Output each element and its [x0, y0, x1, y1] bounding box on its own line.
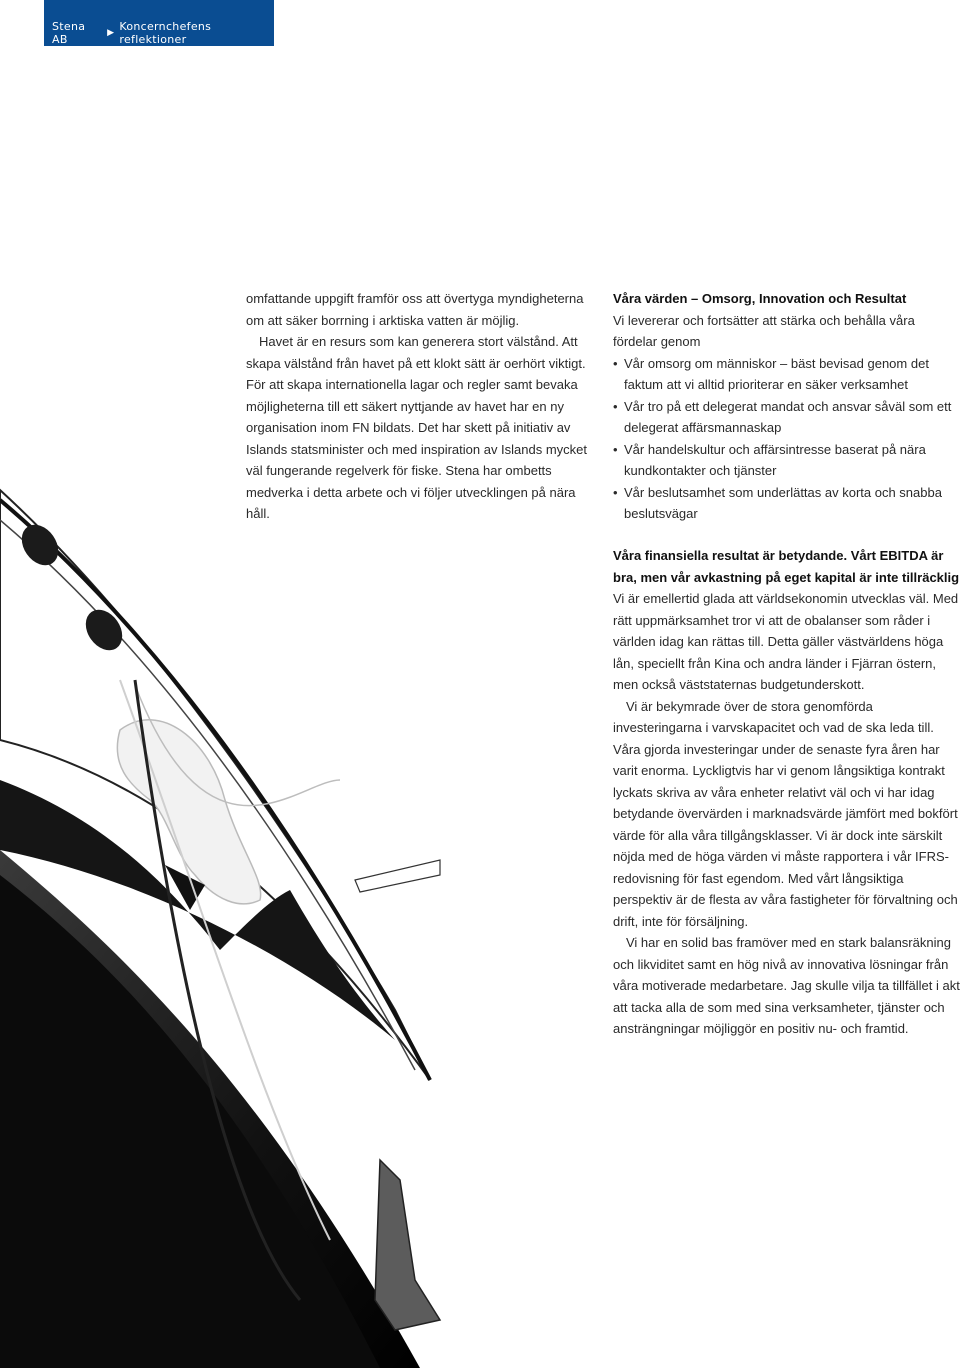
financial-section: [613, 545, 960, 1040]
paragraph: Havet är en resurs som kan generera stort välstånd. Att skapa välstånd från havet på ett klokt sätt är oerhört viktigt. För att skapa internationella lagar och regler samt bevaka möjligheterna till ett säkert nyttjande av havet har en ny organisation inom FN bildats. Det har skett på initiativ av Islands statsminister och med inspiration av Islands mycket väl fungerande regelverk för fiske. Stena har ombetts medverka i detta arbete och vi följer utvecklingen på nära håll.: [246, 334, 588, 521]
values-list: [613, 353, 958, 525]
paragraph: Vi har en solid bas framöver med en stark balansräkning och likviditet samt en hög nivå av innovativa lösningar från våra motiverade medarbetare. Jag skulle vilja ta tillfället i akt att tacka alla de som med sina verksamheter, tjänster och ansträngningar möjliggör en positiv nu- och framtid.: [613, 935, 960, 1036]
breadcrumb-section: Koncernchefens reflektioner: [119, 20, 212, 46]
values-section: [613, 288, 958, 525]
section-intro: Vi levererar och fortsätter att stärka och behålla våra fördelar genom: [613, 312, 915, 349]
section-heading: Våra värden – Omsorg, Innovation och Resultat: [613, 291, 907, 306]
breadcrumb: [44, 0, 274, 46]
breadcrumb-company: Stena AB: [52, 20, 86, 46]
section-heading: Våra finansiella resultat är betydande. Vårt EBITDA är bra, men vår avkastning på eget kapital är inte tillräcklig: [613, 548, 960, 585]
paragraph: Vi är emellertid glada att världsekonomin utvecklas väl. Med rätt uppmärksamhet tror vi att de obalanser som råder i världen idag kan rättas till. Detta gäller västvärldens höga lån, speciellt från Kina och andra länder i Fjärran östern, men också väststaternas budgetunderskott.: [613, 591, 959, 692]
list-item: • Vår handelskultur och affärsintresse baserat på nära kundkontakter och tjänster: [613, 439, 958, 482]
left-column: [246, 288, 591, 525]
ship-bow-photo: [0, 480, 560, 1368]
list-item: • Vår tro på ett delegerat mandat och ansvar såväl som ett delegerat affärsmannaskap: [613, 396, 958, 439]
list-item: • Vår omsorg om människor – bäst bevisad genom det faktum att vi alltid prioriterar en säker verksamhet: [613, 353, 958, 396]
paragraph: omfattande uppgift framför oss att övertyga myndigheterna om att säker borrning i arktiska vatten är möjlig.: [246, 291, 584, 328]
paragraph: Vi är bekymrade över de stora genomförda investeringarna i varvskapacitet och vad de ska leda till. Våra gjorda investeringar under de senaste fyra åren har varit enorma. Lyckligtvis har vi genom långsiktiga kontrakt lyckats skriva av våra enheter relativt väl och vi har idag betydande övervärden i marknadsvärde jämfört med bokfört värde för alla våra tillgångsklasser. Vi är dock inte särskilt nöjda med de höga värden vi måste rapportera i vår IFRS-redovisning för fast egendom. Med vårt långsiktiga perspektiv är de flesta av våra fastigheter för förvaltning och drift, inte för försäljning.: [613, 698, 958, 929]
triangle-right-icon: ▶: [107, 28, 115, 38]
list-item: • Vår beslutsamhet som underlättas av korta och snabba beslutsvägar: [613, 482, 958, 525]
